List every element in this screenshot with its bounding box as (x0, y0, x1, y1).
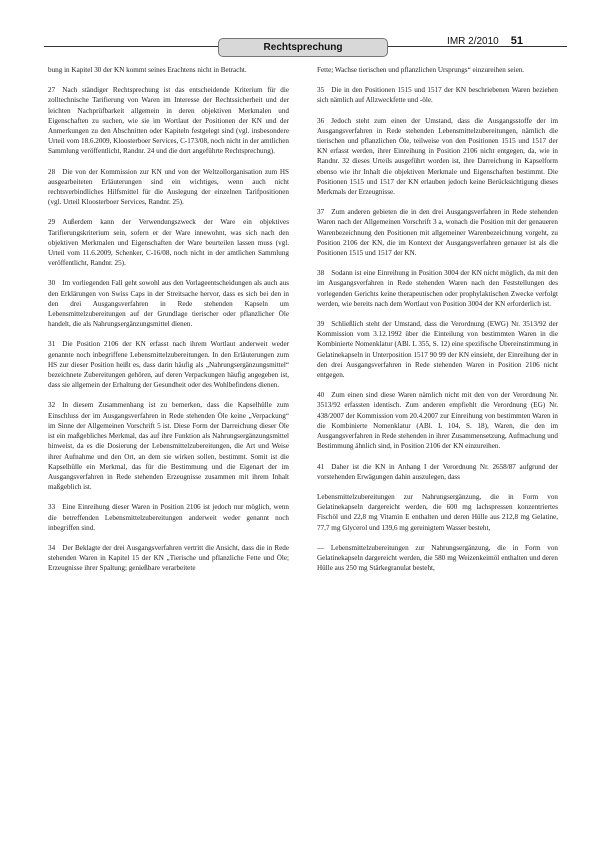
paragraph-number: 31 (48, 340, 56, 349)
paragraph-number: 36 (317, 116, 325, 125)
paragraph (48, 400, 289, 492)
paragraph-text: Zum anderen gebieten die in den drei Ausgangsverfahren in Rede stehenden Waren nach der Allgemeinen Vorschrift 3 a, wonach die Position mit der genaueren Warenbezeichnung den Positionen mit allgemeiner Warenbezeichnung vorgeht, zu Position 2106 der KN, die im Kontext der Ausgangsverfahren genauer ist als die Positionen 1515 und 1517 der KN. (317, 208, 558, 258)
paragraph-text: Der Beklagte der drei Ausgangsverfahren vertritt die Ansicht, dass die in Rede stehenden Waren in Kapitel 15 der KN „Tierische und pflanzliche Fette und Öle; Erzeugnisse ihrer Spaltung; genießbare verarbeitete (48, 543, 289, 573)
paragraph (317, 319, 558, 380)
paragraph (317, 85, 558, 105)
paragraph-number: 39 (317, 320, 325, 329)
paragraph (317, 390, 558, 451)
paragraph (48, 85, 289, 156)
left-column (48, 65, 289, 830)
paragraph-text: Sodann ist eine Einreihung in Position 3004 der KN nicht möglich, da mit den im Ausgangsverfahren in Rede stehenden Waren nach den Feststellungen des vorlegenden Gerichts keine therapeutischen oder prophylaktischen Zwecke verfolgt werden, wie bereits nach dem Wortlaut von Position 3004 der KN erforderlich ist. (317, 269, 558, 308)
journal-reference (447, 35, 523, 47)
paragraph (317, 116, 558, 198)
paragraph-number: 33 (48, 503, 56, 512)
paragraph-text: Die von der Kommission zur KN und von der Weltzollorganisation zum HS ausgearbeiteten Erläuterungen sind ein wichtiges, wenn auch nicht rechtsverbindliches Hilfsmittel für die Auslegung der einzelnen Tarifpositionen (vgl. Urteil Kloosterboer Services, Randnr. 25). (48, 167, 289, 207)
paragraph-number: 40 (317, 391, 325, 400)
paragraph (48, 502, 289, 533)
journal-name: IMR 2/2010 (447, 36, 499, 47)
paragraph (48, 339, 289, 390)
paragraph-text: Im vorliegenden Fall geht sowohl aus den Vorlageentscheidungen als auch aus den Erklärungen von Swiss Caps in der Streitsache hervor, dass es sich bei den in den drei Ausgangsverfahren in Rede stehenden Kapseln um Lebensmittelzubereitungen auf der Grundlage tierischer oder pflanzlicher Öle handelt, die als Nahrungsergänzungsmittel dienen. (48, 279, 289, 329)
paragraph-text: bung in Kapitel 30 der KN kommt seines Erachtens nicht in Betracht. (48, 66, 247, 74)
paragraph-number: 41 (317, 462, 325, 471)
paragraph (48, 167, 289, 208)
paragraph (48, 543, 289, 574)
page-number: 51 (510, 35, 523, 47)
paragraph-text: Fette; Wachse tierischen und pflanzlichen Ursprungs“ einzureihen seien. (317, 66, 525, 74)
paragraph-number: 35 (317, 86, 325, 95)
paragraph (317, 268, 558, 309)
paragraph-text: Eine Einreihung dieser Waren in Position 2106 ist jedoch nur möglich, wenn die betreffenden Lebensmittelzubereitungen anderweit weder genannt noch inbegriffen sind. (48, 503, 289, 532)
paragraph (48, 65, 289, 75)
paragraph (48, 217, 289, 268)
text-columns (48, 65, 558, 830)
paragraph-number: 30 (48, 279, 56, 288)
paragraph-text: In diesem Zusammenhang ist zu bemerken, dass die Kapselhülle zum Einschluss der im Ausgangsverfahren in Rede stehenden Öle keine „Verpackung“ im Sinne der Allgemeinen Vorschrift 5 ist. Diese Form der Darreichung dieser Öle ist ein maßgebliches Merkmal, das auf ihre Funktion als Nahrungsergänzungsmittel hinweist, da es die Dosierung der Lebensmittelzubereitungen, die Art und Weise ihrer Aufnahme und den Ort, an dem sie wirken sollen, bestimmt. Somit ist die Kapselhülle ein Merkmal, das für die Bestimmung und die Eigenart der im Ausgangsverfahren in Rede stehenden Erzeugnisse zusammen mit ihrem Inhalt maßgeblich ist. (48, 401, 289, 492)
section-title: Rechtsprechung (218, 38, 388, 57)
paragraph-number: 27 (48, 86, 56, 95)
paragraph-number: 34 (48, 543, 56, 552)
paragraph-number: 32 (48, 401, 56, 410)
paragraph-number: 28 (48, 167, 56, 176)
paragraph (48, 278, 289, 329)
paragraph-text: Schließlich steht der Umstand, dass die Verordnung (EWG) Nr. 3513/92 der Kommission vom 3.12.1992 über die Einteilung von bestimmten Waren in die Kombinierte Nomenklatur (ABl. L 355, S. 12) eine spezifische Übereinstimmung in Gelatinekapseln in Unterposition 1517 90 99 der KN einsieht, der Einreihung der in den drei Ausgangsverfahren in Rede stehenden Waren in Position 2106 nicht entgegen. (317, 320, 558, 380)
paragraph (317, 462, 558, 482)
page-header (44, 28, 567, 56)
right-column (317, 65, 558, 830)
paragraph-text: Daher ist die KN in Anhang I der Verordnung Nr. 2658/87 aufgrund der vorstehenden Erwägungen dahin auszulegen, dass (317, 462, 558, 481)
paragraph-text: Die Position 2106 der KN erfasst nach ihrem Wortlaut anderweit weder genannte noch inbegriffene Lebensmittelzubereitungen. In den Erläuterungen zum HS zur dieser Position heißt es, dass darin häufig als „Nahrungsergänzungsmittel“ bezeichnete Zubereitungen gehören, auf deren Verpackungen häufig angegeben ist, dass sie allgemein der Erhaltung der Gesundheit oder des Wohlbefindens dienen. (48, 340, 289, 390)
paragraph-text: Nach ständiger Rechtsprechung ist das entscheidende Kriterium für die zolltechnische Tarifierung von Waren im Interesse der Rechtssicherheit und der leichten Nachprüfbarkeit allgemein in deren objektiven Merkmalen und Eigenschaften zu suchen, wie sie im Wortlaut der Positionen der KN und der Anmerkungen zu den Abschnitten oder Kapiteln festgelegt sind (vgl. insbesondere Urteil vom 18.6.2009, Kloosterboer Services, C-173/08, noch nicht in der amtlichen Sammlung veröffentlicht, Randnr. 24 und die dort angeführte Rechtsprechung). (48, 86, 289, 156)
paragraph-text: Jedoch steht zum einen der Umstand, dass die Ausgangsstoffe der im Ausgangsverfahren in Rede stehenden Lebensmittelzubereitungen, nämlich die tierischen und pflanzlichen Öle, teilweise von den Positionen 1515 und 1517 der KN erfasst werden, ihrer Einreihung in Position 2106 nicht entgegen, da, wie in Randnr. 32 dieses Urteils ausgeführt worden ist, ihre Darreichung in Kapselform ebenso wie ihr Inhalt die objektiven Merkmale und Eigenschaften bestimmt. Die Positionen 1515 und 1517 der KN erlauben jedoch keine Berücksichtigung dieses Merkmals der Erzeugnisse. (317, 116, 558, 197)
paragraph-number: 38 (317, 269, 325, 278)
paragraph-text: Zum einen sind diese Waren nämlich nicht mit den von der Verordnung Nr. 3513/92 erfassten identisch. Zum anderen empfiehlt die Verordnung (EG) Nr. 438/2007 der Kommission vom 20.4.2007 zur Einreihung von bestimmten Waren in die Kombinierte Nomenklatur (ABl. L 104, S. 18), Waren, die den im Ausgangsverfahren in Rede stehenden in ihrer Zusammensetzung, Aufmachung und Bestimmung ähnlich sind, in Position 2106 der KN einzureihen. (317, 391, 558, 451)
list-item: — Lebensmittelzubereitungen zur Nahrungsergänzung, die in Form von Gelatinekapseln dargereicht werden, die 580 mg Weizenkeimöl enthalten und deren Hülle aus 250 mg Stärkegranulat besteht, (317, 543, 558, 573)
paragraph-number: 37 (317, 208, 325, 217)
list-item: Lebensmittelzubereitungen zur Nahrungsergänzung, die in Form von Gelatinekapseln dargereicht werden, die 600 mg lachspressen konzentriertes Fischöl und 22,8 mg Vitamin E enthalten und deren Hülle aus 212,8 mg Gelatine, 77,7 mg Glycerol und 139,6 mg gereinigtem Wasser besteht, (317, 492, 558, 532)
paragraph (317, 65, 558, 75)
paragraph-number: 29 (48, 218, 56, 227)
paragraph-text: Außerdem kann der Verwendungszweck der Ware ein objektives Tarifierungskriterium sein, sofern er der Ware innewohnt, was sich nach den objektiven Merkmalen und Eigenschaften der Ware beurteilen lassen muss (vgl. Urteil vom 11.6.2009, Schenker, C-16/08, noch nicht in der amtlichen Sammlung veröffentlicht, Randnr. 25). (48, 218, 289, 268)
paragraph (317, 207, 558, 258)
paragraph-text: Die in den Positionen 1515 und 1517 der KN beschriebenen Waren beziehen sich nämlich auf Allzweckfette und -öle. (317, 86, 558, 105)
